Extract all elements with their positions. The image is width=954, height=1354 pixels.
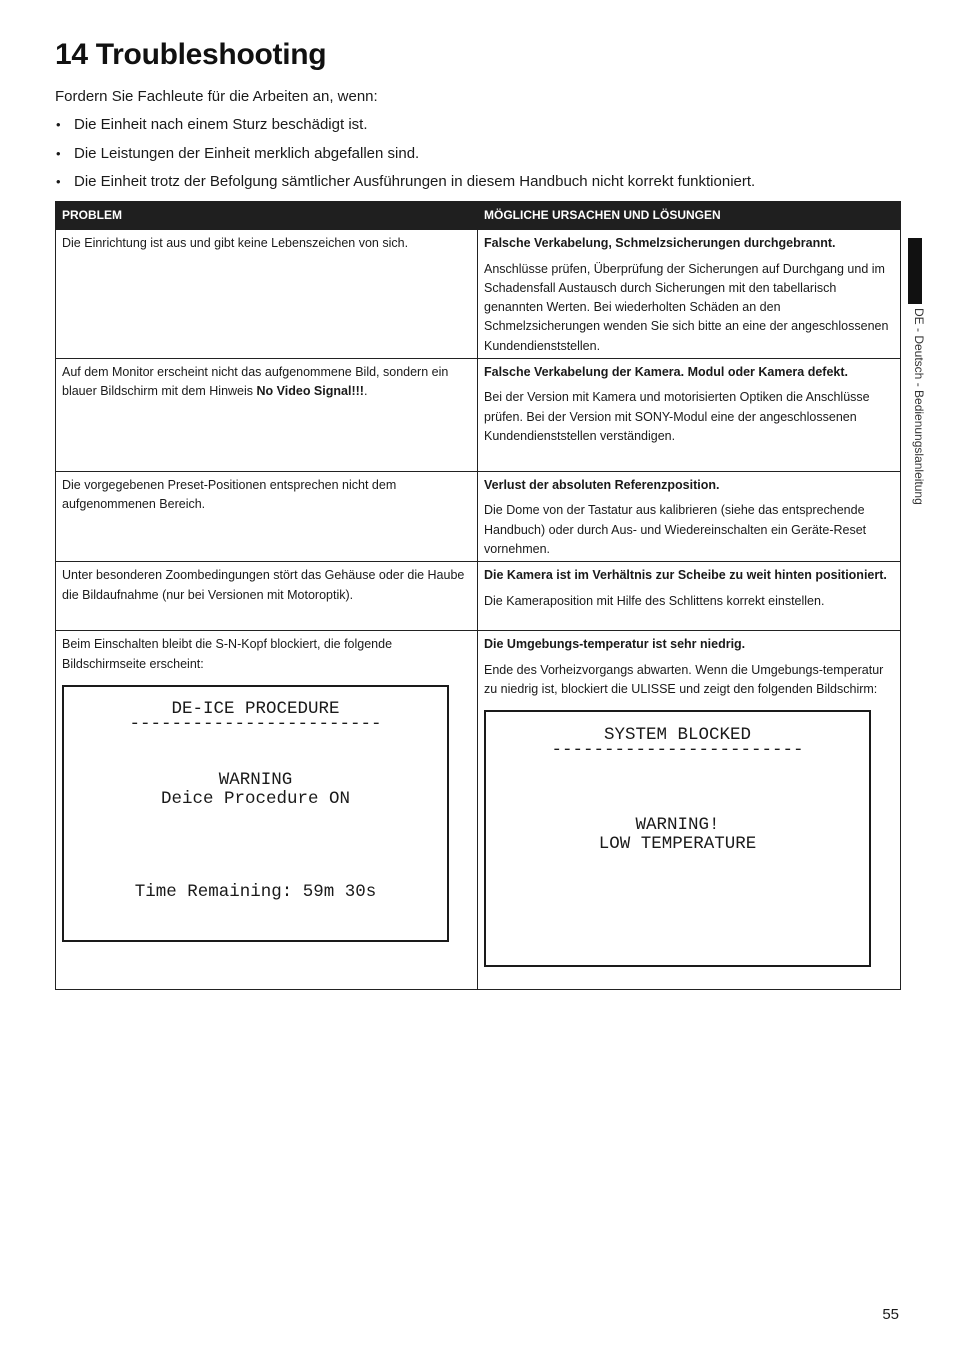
solution-cell — [478, 230, 901, 359]
solution-text: Bei der Version mit Kamera und motorisierten Optiken die Anschlüsse prüfen. Bei der Version mit SONY-Modul eine der angeschlossenen Kundendienststellen verständigen. — [484, 390, 870, 443]
screen-rule: ------------------------ — [551, 740, 804, 761]
solution-cell — [478, 472, 901, 562]
cause-text: Verlust der absoluten Referenzposition. — [484, 478, 720, 493]
deice-screen — [62, 685, 449, 942]
problem-text: Beim Einschalten bleibt die S-N-Kopf blockiert, die folgende Bildschirmseite erscheint: — [62, 637, 393, 671]
cause-text: Falsche Verkabelung, Schmelzsicherungen durchgebrannt. — [484, 236, 836, 251]
table-row — [56, 230, 901, 359]
problem-cell: Die vorgegebenen Preset-Positionen entsprechen nicht dem aufgenommenen Bereich. — [56, 472, 478, 562]
header-problem: PROBLEM — [56, 202, 478, 230]
problem-highlight: No Video Signal!!! — [256, 384, 364, 399]
screen-rule: ------------------------ — [129, 713, 382, 734]
problem-cell: Unter besonderen Zoombedingungen stört das Gehäuse oder die Haube die Bildaufnahme (nur bei Versionen mit Motoroptik). — [56, 562, 478, 631]
bullet-list — [55, 116, 755, 202]
troubleshooting-table — [55, 201, 901, 990]
side-language-label: DE - Deutsch - Bedienungslanleitung — [912, 308, 926, 505]
problem-cell — [56, 631, 478, 990]
screen-warning: WARNING — [218, 769, 293, 790]
solution-text: Die Kameraposition mit Hilfe des Schlittens korrekt einstellen. — [484, 593, 825, 608]
table-row — [56, 562, 901, 631]
bullet-item: • Die Leistungen der Einheit merklich abgefallen sind. — [55, 145, 755, 174]
solution-text: Ende des Vorheizvorgangs abwarten. Wenn die Umgebungs-temperatur zu niedrig ist, blockiert die ULISSE und zeigt den folgenden Bildschirm: — [484, 662, 884, 696]
header-causes: MÖGLICHE URSACHEN UND LÖSUNGEN — [478, 202, 901, 230]
solution-cell — [478, 359, 901, 472]
cause-text: Die Kamera ist im Verhältnis zur Scheibe zu weit hinten positioniert. — [484, 568, 887, 583]
table-row — [56, 631, 901, 990]
cause-text: Die Umgebungs-temperatur ist sehr niedrig. — [484, 637, 746, 652]
table-row — [56, 359, 901, 472]
screen-warning: WARNING! — [635, 815, 720, 836]
problem-text: Auf dem Monitor erscheint nicht das aufgenommene Bild, sondern ein blauer Bildschirm mit dem Hinweis — [62, 365, 449, 399]
solution-text: Anschlüsse prüfen, Überprüfung der Sicherungen auf Durchgang und im Schadensfall Austausch durch Sicherungen mit den tabellarisch genannten Werten. Bei wiederholten Schäden an den Schmelzsicherungen wenden Sie sich bitte an eine der angeschlossenen Kundendienststellen. — [484, 261, 889, 353]
bullet-item: • Die Einheit trotz der Befolgung sämtlicher Ausführungen in diesem Handbuch nicht korrekt funktioniert. — [55, 173, 755, 202]
screen-time-remaining: Time Remaining: 59m 30s — [134, 881, 377, 902]
problem-cell: Die Einrichtung ist aus und gibt keine Lebenszeichen von sich. — [56, 230, 478, 359]
intro-text: Fordern Sie Fachleute für die Arbeiten an, wenn: — [55, 88, 378, 105]
solution-cell — [478, 562, 901, 631]
screen-title: DE-ICE PROCEDURE — [171, 698, 340, 719]
solution-cell — [478, 631, 901, 990]
screen-title: SYSTEM BLOCKED — [603, 725, 752, 746]
cause-text: Falsche Verkabelung der Kamera. Modul oder Kamera defekt. — [484, 365, 849, 380]
problem-text-end: . — [363, 384, 368, 399]
solution-text: Die Dome von der Tastatur aus kalibrieren (siehe das entsprechende Handbuch) oder durch Aus- und Wiedereinschalten ein Geräte-Reset vornehmen. — [484, 503, 867, 556]
screen-message: LOW TEMPERATURE — [598, 834, 757, 855]
problem-cell — [56, 359, 478, 472]
language-tab-marker — [908, 238, 922, 304]
page-title: 14 Troubleshooting — [55, 38, 327, 71]
bullet-item: • Die Einheit nach einem Sturz beschädigt ist. — [55, 116, 755, 145]
table-header-row — [56, 202, 901, 230]
system-blocked-screen — [484, 710, 871, 967]
page-number: 55 — [882, 1306, 899, 1323]
screen-message: Deice Procedure ON — [160, 788, 351, 809]
table-row — [56, 472, 901, 562]
